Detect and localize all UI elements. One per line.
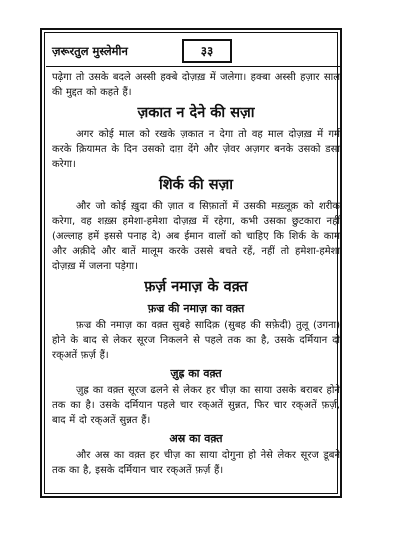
heading-zakat-punishment: ज़कात न देने की सज़ा [137, 105, 255, 121]
paragraph-intro: पढ़ेगा तो उसके बदले अस्सी हक्बे दोज़ख़ में जलेगा। हक्बा अस्सी हज़ार साल की मुद्दत को कहते हैं। [52, 72, 340, 98]
paragraph-fajr: फ़ज्र की नमाज़ का वक़्त सुबहे सादिक़ (सुबह की सफ़ेदी) तुलू (उगना) होने के बाद से लेकर सूरज निकलने से पहले तक का है, उसके दर्मियान दो रक्अतें फ़र्ज़ हैं। [52, 320, 340, 361]
book-title: ज़रूरतुल मुस्लेमीन [52, 44, 128, 58]
subheading-fajr-time: फ़ज्र की नमाज़ का वक़्त [147, 302, 245, 315]
page-number: ३३ [200, 44, 214, 58]
heading-farz-namaz-times: फ़र्ज़ नमाज़ के वक़्त [144, 279, 248, 295]
subheading-zuhr-time: ज़ुह्र का वक़्त [170, 367, 222, 380]
paragraph-zakat: अगर कोई माल को रखके ज़कात न देगा तो वह माल दोज़ख़ में गर्म करके क़ियामत के दिन उसको दाग़ देंगे और ज़ेवर अज़गर बनके उसको डसा करेगा। [52, 129, 340, 170]
paragraph-zuhr: ज़ुह्र का वक़्त सूरज ढलने से लेकर हर चीज़ का साया उसके बराबर होने तक का है। उसके दर्मियान पहले चार रक्अतें सुन्नत, फिर चार रक्अतें फ़र्ज़, बाद में दो रक्अतें सुन्नत हैं। [52, 385, 340, 426]
running-header [50, 38, 340, 66]
heading-shirk-punishment: शिर्क की सज़ा [158, 177, 234, 193]
paragraph-asr: और अस्र का वक़्त हर चीज़ का साया दोगुना हो नेसे लेकर सूरज डूबने तक का है, इसके दर्मियान चार रक्अतें फ़र्ज़ हैं। [52, 450, 340, 476]
page-number-box [182, 39, 232, 63]
page-body [52, 70, 340, 478]
header-rule [46, 66, 342, 67]
subheading-asr-time: अस्र का वक़्त [169, 432, 223, 445]
paragraph-shirk: और जो कोई ख़ुदा की ज़ात व सिफ़ातों में उसकी मख़्लूक़ को शरीक करेगा, वह शख़्स हमेशा-हमेशा दोज़ख़ में रहेगा, कभी उसका छुटकारा नहीं (अल्लाह हमें इससे पनाह दे) अब ईमान वालों को चाहिए कि शिर्क के काम और अक़ीदे और बातें मालूम करके उससे बचते रहें, नहीं तो हमेशा-हमेशा दोज़ख़ में जलना पड़ेगा। [52, 201, 340, 272]
